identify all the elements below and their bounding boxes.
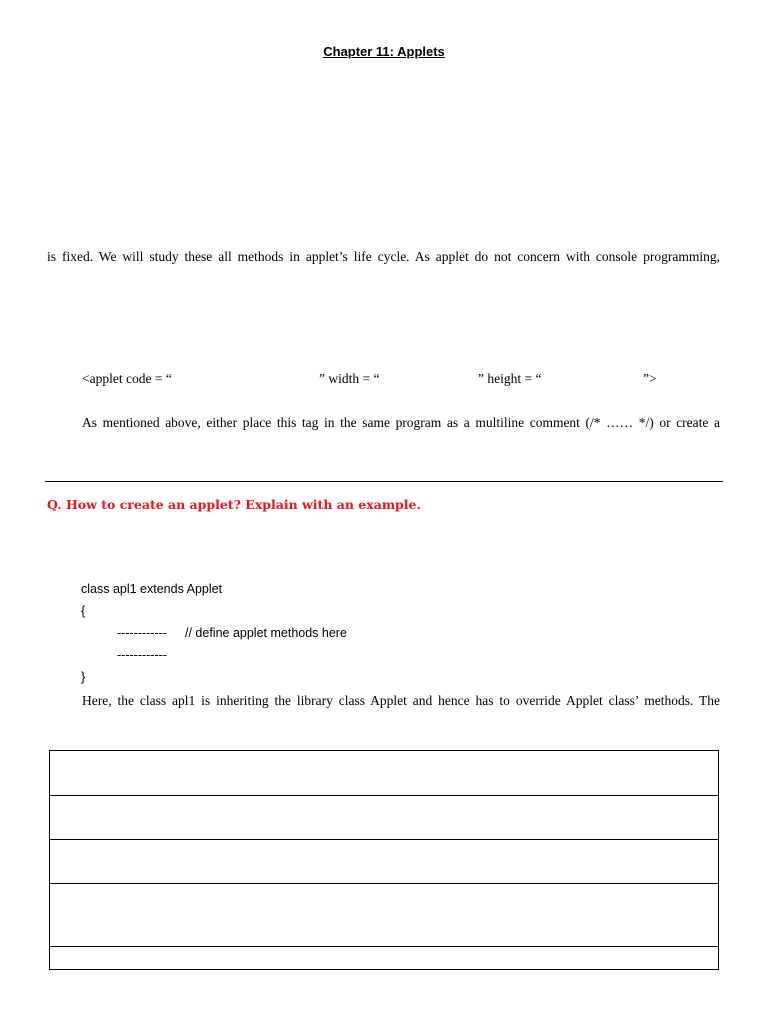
applet-tag-code-part: <applet code = “ (82, 371, 172, 386)
table-row (50, 796, 719, 840)
table-cell (50, 840, 719, 884)
table-cell (50, 796, 719, 840)
table-row (50, 840, 719, 884)
code-line-class-declaration: class apl1 extends Applet (81, 582, 223, 596)
paragraph-line-inheritance: Here, the class apl1 is inheriting the library class Applet and hence has to override Applet class’ methods. The (82, 693, 720, 708)
table-row (50, 751, 719, 796)
table-row (50, 884, 719, 947)
table-row (50, 947, 719, 970)
code-line-dashes-1: ------------ (117, 626, 167, 640)
applet-tag-width-part: ” width = “ (319, 371, 380, 386)
methods-table (49, 750, 719, 970)
table-cell (50, 751, 719, 796)
table-cell (50, 947, 719, 970)
applet-tag-close-part: ”> (643, 371, 657, 386)
paragraph-line-tag-placement: As mentioned above, either place this tag in the same program as a multiline comment (/* …… */) or create a (82, 415, 720, 430)
code-line-dashes-2: ------------ (117, 648, 167, 662)
code-line-close-brace: } (81, 670, 86, 684)
table-cell (50, 884, 719, 947)
paragraph-line-methods: is fixed. We will study these all methods in applet’s life cycle. As applet do not concern with console programming, (47, 249, 720, 264)
code-line-open-brace: { (81, 604, 86, 618)
question-heading: Q. How to create an applet? Explain with an example. (47, 497, 421, 512)
horizontal-divider (45, 481, 723, 482)
page-title: Chapter 11: Applets (323, 44, 445, 59)
applet-tag-height-part: ” height = “ (478, 371, 542, 386)
code-line-comment: // define applet methods here (185, 626, 347, 640)
